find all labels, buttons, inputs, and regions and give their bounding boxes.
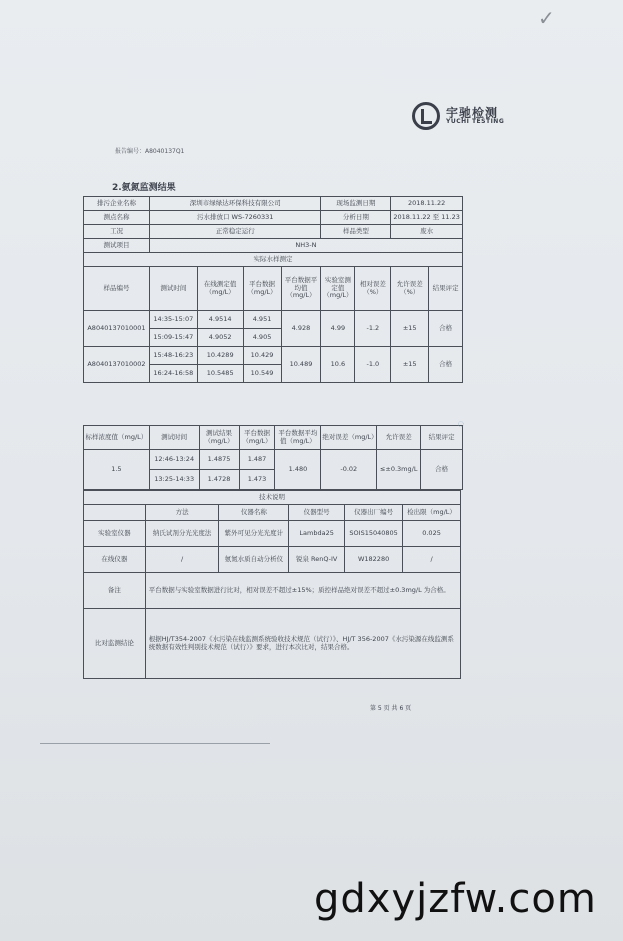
platform-value: 4.905 [243,329,281,347]
header-result: 结果评定 [429,267,463,311]
header-standard-conc: 标样浓度值（mg/L） [84,426,150,450]
header-platform-data: 平台数据（mg/L） [243,267,281,311]
sample-id: A8040137010002 [84,347,150,383]
tech-empty-cell [84,505,146,521]
water-test-title: 实际水样测定 [84,253,463,267]
conclusion-row [84,609,461,679]
report-number: 报告编号：A8040137Q1 [115,148,185,155]
lab-value: 4.99 [321,311,355,347]
header-instrument-name: 仪器名称 [219,505,289,521]
sample-type-label: 样品类型 [321,225,391,239]
section-title: 2.氨氮监测结果 [112,183,176,193]
enterprise-label: 排污企业名称 [84,197,150,211]
tech-title-row [84,491,461,505]
condition-value: 正常稳定运行 [149,225,320,239]
conclusion-text: 根据HJ/T354-2007《水污染在线监测系统验收技术规范（试行）》、HJ/T 356-2007《水污染源在线监测系统数据有效性判别技术规范（试行）》要求，进行本次比对，结果合格。 [145,609,460,679]
standard-sample-table [83,425,463,490]
company-logo [412,102,504,130]
platform-avg: 4.928 [281,311,321,347]
condition-label: 工况 [84,225,150,239]
online-detection-limit: / [403,547,461,573]
logo-cn: 宇驰检测 [446,105,499,120]
header-allowed-error: 允许误差 [377,426,421,450]
table-row [84,450,463,470]
header-sample-id: 样品编号 [84,267,150,311]
test-time: 13:25-14:33 [149,470,199,490]
header-test-result: 测试结果（mg/L） [199,426,239,450]
test-time: 15:48-16:23 [149,347,197,365]
watermark: gdxyjzfw.com [314,876,597,922]
allowed-error: ±15 [391,311,429,347]
t2-header-row [84,426,463,450]
remark-row [84,573,461,609]
result: 合格 [429,347,463,383]
page-number: 第 5 页 共 6 页 [370,705,412,712]
online-serial-number: W182280 [345,547,403,573]
platform-value: 1.473 [239,470,275,490]
platform-avg: 1.480 [275,450,321,490]
tech-table [83,490,461,679]
relative-error: -1.2 [355,311,391,347]
tech-header-row [84,505,461,521]
remark-text: 平台数据与实验室数据进行比对，相对误差不超过±15%；质控样品绝对误差不超过±0.3mg/L 为合格。 [145,573,460,609]
header-platform-avg: 平台数据平均值（mg/L） [281,267,321,311]
seal-stamp-icon: ◌ [456,419,466,429]
monitor-date-label: 现场监测日期 [321,197,391,211]
tech-title: 技术说明 [84,491,461,505]
lab-detection-limit: 0.025 [403,521,461,547]
header-platform-avg: 平台数据平均值（mg/L） [275,426,321,450]
header-method: 方法 [145,505,219,521]
platform-value: 10.549 [243,365,281,383]
online-value: 10.5485 [197,365,243,383]
platform-value: 4.951 [243,311,281,329]
item-label: 测试项目 [84,239,150,253]
evaluation: 合格 [421,450,463,490]
t1-header-row [84,267,463,311]
platform-value: 1.487 [239,450,275,470]
standard-conc: 1.5 [84,450,150,490]
online-instrument-name: 氨氮水质自动分析仪 [219,547,289,573]
logo-en: YUCHI TESTING [446,118,505,126]
monitor-date-value: 2018.11.22 [391,197,463,211]
platform-value: 10.429 [243,347,281,365]
info-row-point [84,211,463,225]
test-result: 1.4728 [199,470,239,490]
test-result: 1.4875 [199,450,239,470]
header-online-value: 在线测定值（mg/L） [197,267,243,311]
absolute-error: -0.02 [321,450,377,490]
header-relative-error: 相对误差（%） [355,267,391,311]
yuchi-logo-icon [412,102,440,130]
sample-type-value: 废水 [391,225,463,239]
relative-error: -1.0 [355,347,391,383]
point-value: 污水排放口 WS-7260331 [149,211,320,225]
header-test-time: 测试时间 [149,426,199,450]
monitoring-table [83,196,463,383]
divider-line [40,743,270,744]
allowed-error: ≤±0.3mg/L [377,450,421,490]
table-row [84,547,461,573]
sample-id: A8040137010001 [84,311,150,347]
platform-avg: 10.489 [281,347,321,383]
online-instrument-label: 在线仪器 [84,547,146,573]
header-detection-limit: 检出限（mg/L） [403,505,461,521]
lab-serial-number: SOIS15040805 [345,521,403,547]
header-platform-data: 平台数据（mg/L） [239,426,275,450]
test-time: 14:35-15:07 [149,311,197,329]
check-mark-icon: ✓ [538,6,555,30]
item-value: NH3-N [149,239,462,253]
online-value: 4.9514 [197,311,243,329]
info-row-condition [84,225,463,239]
lab-instrument-model: Lambda25 [289,521,345,547]
test-time: 16:24-16:58 [149,365,197,383]
online-value: 10.4289 [197,347,243,365]
lab-method: 纳氏试剂分光光度法 [145,521,219,547]
conclusion-label: 比对监测结论 [84,609,146,679]
enterprise-value: 深圳市绿绿达环保科技有限公司 [149,197,320,211]
lab-instrument-label: 实验室仪器 [84,521,146,547]
test-time: 12:46-13:24 [149,450,199,470]
info-row-enterprise [84,197,463,211]
header-lab-value: 实验室测定值（mg/L） [321,267,355,311]
header-absolute-error: 绝对误差（mg/L） [321,426,377,450]
test-time: 15:09-15:47 [149,329,197,347]
table-row [84,347,463,365]
online-value: 4.9052 [197,329,243,347]
header-instrument-model: 仪器型号 [289,505,345,521]
table-row [84,311,463,329]
header-evaluation: 结果评定 [421,426,463,450]
lab-value: 10.6 [321,347,355,383]
info-row-item [84,239,463,253]
analysis-date-value: 2018.11.22 至 11.23 [391,211,463,225]
header-serial-number: 仪器出厂编号 [345,505,403,521]
online-instrument-model: 锐泉 RenQ-IV [289,547,345,573]
result: 合格 [429,311,463,347]
allowed-error: ±15 [391,347,429,383]
header-allowed-error: 允许误差（%） [391,267,429,311]
remark-label: 备注 [84,573,146,609]
water-test-title-row [84,253,463,267]
table-row [84,521,461,547]
header-test-time: 测试时间 [149,267,197,311]
online-method: / [145,547,219,573]
analysis-date-label: 分析日期 [321,211,391,225]
lab-instrument-name: 紫外可见分光光度计 [219,521,289,547]
point-label: 测点名称 [84,211,150,225]
